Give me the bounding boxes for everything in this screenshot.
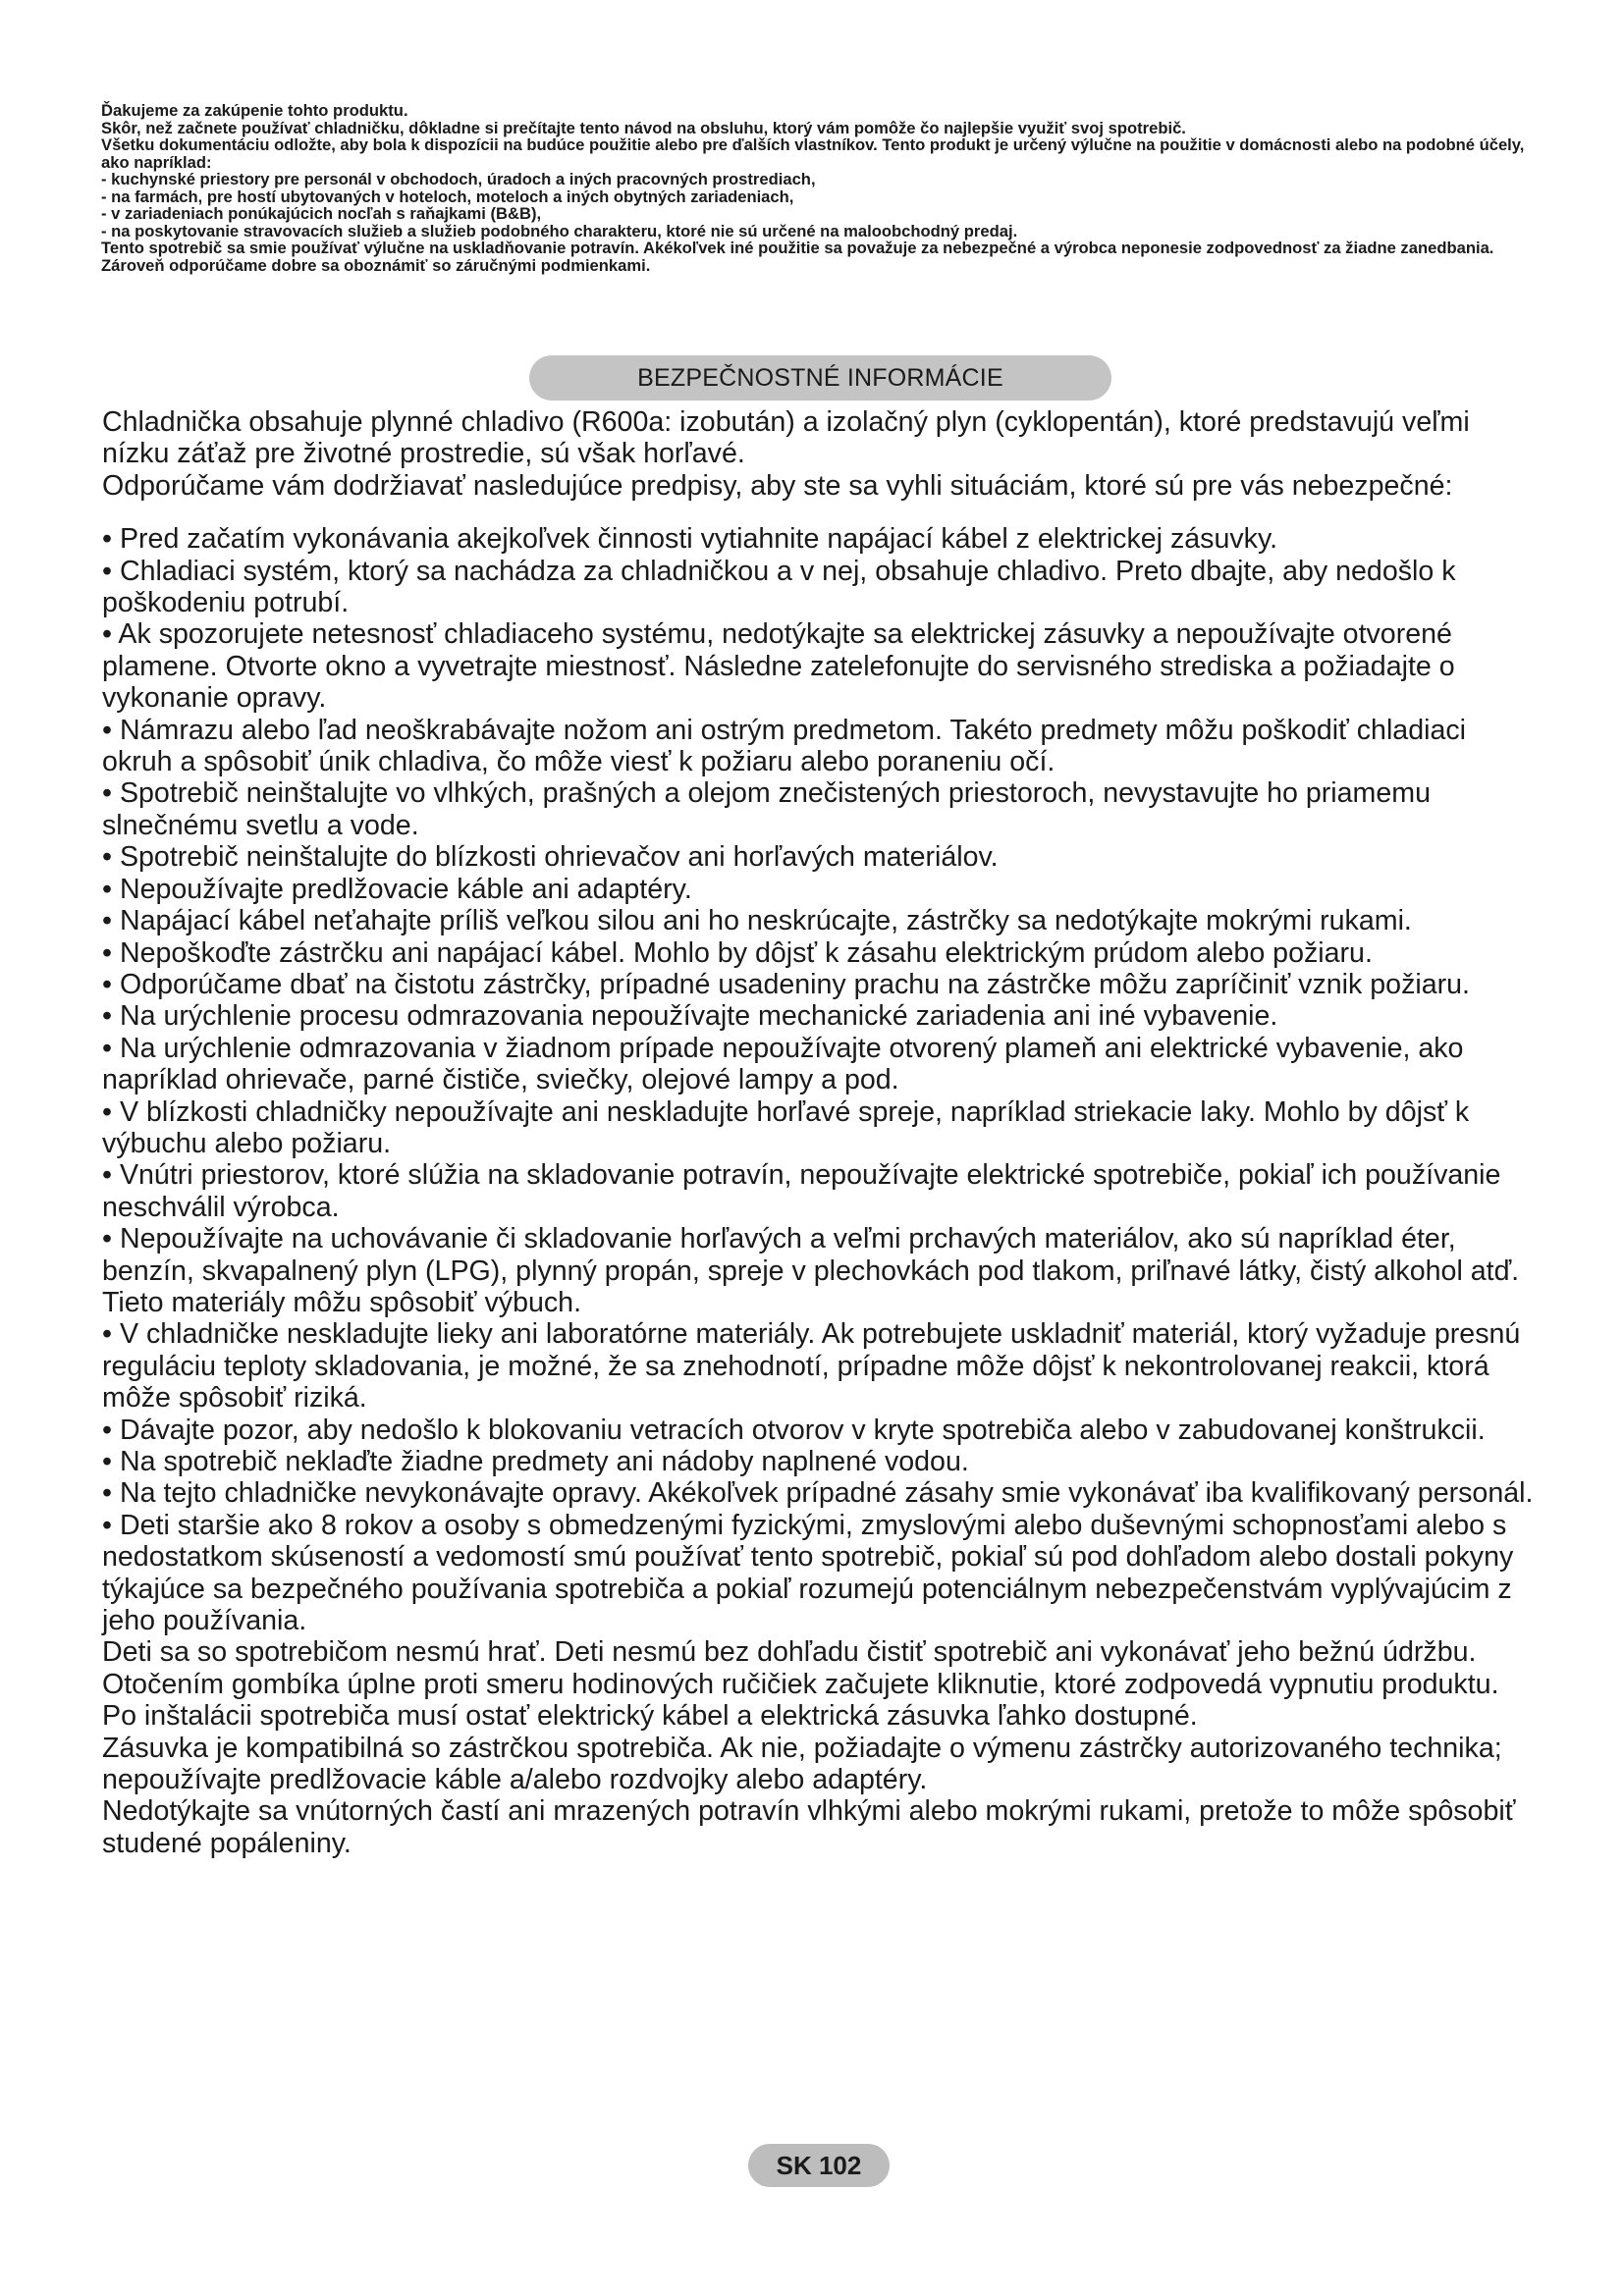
bullet-item: • Nepoškoďte zástrčku ani napájací kábel. Mohlo by dôjsť k zásahu elektrickým prúdom alebo požiaru.: [102, 936, 1373, 969]
section-title: BEZPEČNOSTNÉ INFORMÁCIE: [529, 355, 1111, 400]
intro-line: - na farmách, pre hostí ubytovaných v hoteloch, moteloch a iných obytných zariadeniach,: [101, 187, 794, 206]
bullet-item: • V blízkosti chladničky nepoužívajte ani neskladujte horľavé spreje, napríklad striekacie laky. Mohlo by dôjsť k výbuchu alebo požiaru.: [102, 1095, 1470, 1159]
paragraph: Po inštalácii spotrebiča musí ostať elektrický kábel a elektrická zásuvka ľahko dostupné.: [102, 1700, 1198, 1733]
bullet-item: • Chladiaci systém, ktorý sa nachádza za chladničkou a v nej, obsahuje chladivo. Preto dbajte, aby nedošlo k poškodeniu potrubí.: [102, 555, 1456, 619]
intro-line: Všetku dokumentáciu odložte, aby bola k dispozícii na budúce použitie alebo pre ďalších vlastníkov. Tento produkt je určený výlučne na použitie v domácnosti alebo na podobné účely, ako napríklad:: [101, 135, 1525, 172]
bullet-item: • Ak spozorujete netesnosť chladiaceho systému, nedotýkajte sa elektrickej zásuvky a nepoužívajte otvorené plamene. Otvorte okno a vyvetrajte miestnosť. Následne zatelefonujte do servisného strediska a požiadajte o vykonanie opravy.: [102, 618, 1455, 715]
paragraph: Odporúčame vám dodržiavať nasledujúce predpisy, aby ste sa vyhli situáciám, ktoré sú pre vás nebezpečné:: [102, 469, 1453, 502]
bullet-item: • Nepoužívajte predlžovacie káble ani adaptéry.: [102, 873, 692, 905]
paragraph: Zásuvka je kompatibilná so zástrčkou spotrebiča. Ak nie, požiadajte o výmenu zástrčky autorizovaného technika; nepoužívajte predlžovacie káble a/alebo rozdvojky alebo adaptéry.: [102, 1732, 1502, 1796]
intro-line: Tento spotrebič sa smie používať výlučne na uskladňovanie potravín. Akékoľvek iné použitie sa považuje za nebezpečné a výrobca neponesie zodpovednosť za žiadne zanedbania. Zároveň odporúčame dobre sa oboznámiť so záručnými podmienkami.: [101, 239, 1494, 275]
intro-line: - kuchynské priestory pre personál v obchodoch, úradoch a iných pracovných prostrediach,: [101, 170, 816, 188]
bullet-item: • Deti staršie ako 8 rokov a osoby s obmedzenými fyzickými, zmyslovými alebo duševnými schopnosťami alebo s nedostatkom skúseností a vedomostí smú používať tento spotrebič, pokiaľ sú pod dohľadom alebo dostali pokyny týkajúce sa bezpečného používania spotrebiča a pokiaľ rozumejú potenciálnym nebezpečenstvám vyplývajúcim z jeho používania.: [102, 1509, 1514, 1637]
bullet-item: • Spotrebič neinštalujte do blízkosti ohrievačov ani horľavých materiálov.: [102, 841, 999, 874]
paragraph: Deti sa so spotrebičom nesmú hrať. Deti nesmú bez dohľadu čistiť spotrebič ani vykonávať jeho bežnú údržbu.: [102, 1636, 1477, 1669]
bullet-item: • Spotrebič neinštalujte vo vlhkých, prašných a olejom znečistených priestoroch, nevystavujte ho priamemu slnečnému svetlu a vode.: [102, 777, 1431, 841]
bullet-item: • Námrazu alebo ľad neoškrabávajte nožom ani ostrým predmetom. Takéto predmety môžu poškodiť chladiaci okruh a spôsobiť únik chladiva, čo môže viesť k požiaru alebo poraneniu očí.: [102, 714, 1467, 778]
intro-line: - v zariadeniach ponúkajúcich nocľah s raňajkami (B&B),: [101, 204, 542, 223]
bullet-item: • Na urýchlenie odmrazovania v žiadnom prípade nepoužívajte otvorený plameň ani elektrické vybavenie, ako napríklad ohrievače, parné čističe, sviečky, olejové lampy a pod.: [102, 1032, 1464, 1096]
bullet-item: • Na urýchlenie procesu odmrazovania nepoužívajte mechanické zariadenia ani iné vybavenie.: [102, 1000, 1278, 1033]
bullet-item: • Napájací kábel neťahajte príliš veľkou silou ani ho neskrúcajte, zástrčky sa nedotýkajte mokrými rukami.: [102, 905, 1412, 937]
bullet-item: • Na spotrebič neklaďte žiadne predmety ani nádoby naplnené vodou.: [102, 1446, 969, 1477]
bullet-item: • Odporúčame dbať na čistotu zástrčky, prípadné usadeniny prachu na zástrčke môžu zapríčiniť vznik požiaru.: [102, 968, 1470, 1000]
safety-text: [102, 406, 1536, 1859]
bullet-item: • Vnútri priestorov, ktoré slúžia na skladovanie potravín, nepoužívajte elektrické spotrebiče, pokiaľ ich používanie neschválil výrobca.: [102, 1159, 1501, 1223]
bullet-item: • Pred začatím vykonávania akejkoľvek činnosti vytiahnite napájací kábel z elektrickej zásuvky.: [102, 523, 1278, 556]
paragraph: Chladnička obsahuje plynné chladivo (R600a: izobután) a izolačný plyn (cyklopentán), ktoré predstavujú veľmi nízku záťaž pre životné prostredie, sú však horľavé.: [102, 406, 1470, 470]
paragraph: Otočením gombíka úplne proti smeru hodinových ručičiek začujete kliknutie, ktoré zodpovedá vypnutiu produktu.: [102, 1668, 1499, 1700]
bullet-item: • Na tejto chladničke nevykonávajte opravy. Akékoľvek prípadné zásahy smie vykonávať iba kvalifikovaný personál.: [102, 1477, 1534, 1510]
intro-line: - na poskytovanie stravovacích služieb a služieb podobného charakteru, ktoré nie sú určené na maloobchodný predaj.: [101, 221, 1018, 240]
intro-line: Skôr, než začnete používať chladničku, dôkladne si prečítajte tento návod na obsluhu, ktorý vám pomôže čo najlepšie využiť svoj spotrebič.: [101, 118, 1186, 137]
page-number-badge: SK 102: [748, 2144, 890, 2187]
bullet-item: • Nepoužívajte na uchovávanie či skladovanie horľavých a veľmi prchavých materiálov, ako sú napríklad éter, benzín, skvapalnený plyn (LPG), plynný propán, spreje v plechovkách pod tlakom, priľnavé látky, čistý alkohol atď. Tieto materiály môžu spôsobiť výbuch.: [102, 1223, 1520, 1318]
paragraph: Nedotýkajte sa vnútorných častí ani mrazených potravín vlhkými alebo mokrými rukami, pretože to môže spôsobiť studené popáleniny.: [102, 1795, 1516, 1859]
intro-text: [101, 102, 1531, 274]
intro-line: Ďakujeme za zakúpenie tohto produktu.: [101, 101, 408, 120]
bullet-item: • Dávajte pozor, aby nedošlo k blokovaniu vetracích otvorov v kryte spotrebiča alebo v zabudovanej konštrukcii.: [102, 1414, 1486, 1446]
bullet-item: • V chladničke neskladujte lieky ani laboratórne materiály. Ak potrebujete uskladniť materiál, ktorý vyžaduje presnú reguláciu teploty skladovania, je možné, že sa znehodnotí, prípadne môže dôjsť k nekontrolovanej reakcii, ktorá môže spôsobiť riziká.: [102, 1318, 1521, 1415]
